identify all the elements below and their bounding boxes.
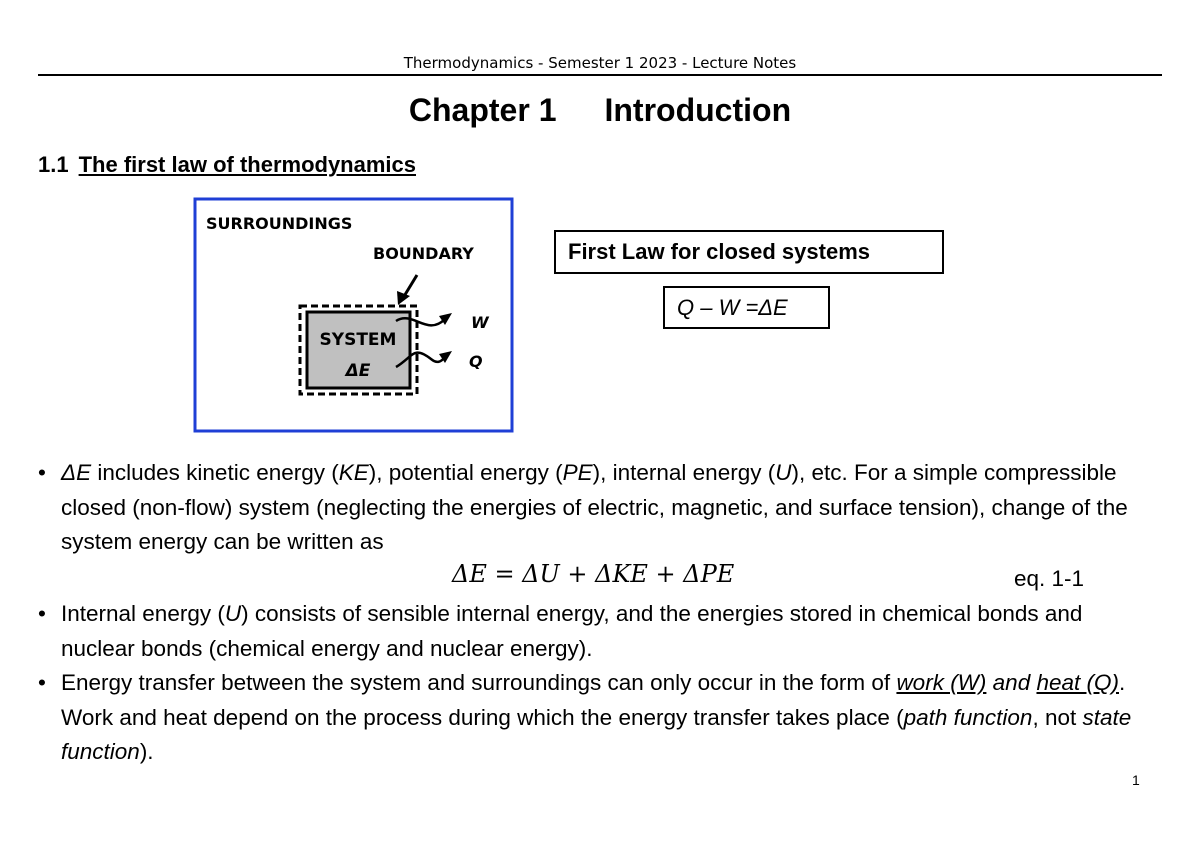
running-header: Thermodynamics - Semester 1 2023 - Lecture Notes bbox=[403, 54, 797, 72]
bullet-internal-energy bbox=[38, 597, 1148, 666]
heat-label: Q bbox=[469, 352, 483, 371]
text-run: and bbox=[986, 670, 1037, 695]
bullet-mark: • bbox=[38, 460, 46, 485]
equation-number: eq. 1-1 bbox=[1014, 566, 1085, 591]
pe-symbol: PE bbox=[562, 460, 593, 485]
text-run: , not bbox=[1032, 704, 1083, 730]
bullet-energy-transfer bbox=[38, 666, 1148, 770]
section-title: The first law of thermodynamics bbox=[78, 152, 416, 177]
bullet-text bbox=[61, 666, 1148, 770]
surroundings-label: SURROUNDINGS bbox=[206, 214, 353, 233]
bullet-text bbox=[61, 597, 1148, 666]
text-run: ). bbox=[139, 739, 154, 764]
work-term: work (W) bbox=[896, 670, 987, 695]
boundary-label: BOUNDARY bbox=[373, 244, 474, 263]
page-number: 1 bbox=[1132, 772, 1140, 788]
first-law-equation-box: Q – W =ΔE bbox=[663, 286, 830, 329]
boundary-arrowhead bbox=[397, 291, 410, 305]
text-run: includes kinetic energy ( bbox=[91, 460, 339, 485]
section-heading bbox=[38, 152, 416, 178]
section-number: 1.1 bbox=[38, 152, 69, 177]
text-run: Energy transfer between the system and surroundings can only occur in the form of bbox=[61, 670, 897, 695]
system-diagram bbox=[193, 197, 515, 435]
work-label: W bbox=[471, 313, 489, 332]
u-symbol: U bbox=[775, 460, 792, 485]
energy-equation: ΔE = ΔU + ΔKE + ΔPE bbox=[452, 560, 735, 588]
text-run: Internal energy ( bbox=[61, 601, 225, 626]
text-run: ) consists of sensible internal energy, and the energies stored in chemical bonds and nuclear bonds (chemical energy and nuclear energy). bbox=[61, 601, 1083, 661]
delta-e: ΔE bbox=[61, 460, 92, 485]
text-run: ), internal energy ( bbox=[592, 460, 776, 485]
text-run: . Work and heat depend on the process during which the energy transfer takes place ( bbox=[61, 670, 1126, 730]
state-function-term: state function bbox=[61, 704, 1132, 764]
heat-term: heat (Q) bbox=[1036, 670, 1119, 695]
chapter-heading bbox=[0, 92, 1200, 129]
first-law-title-box: First Law for closed systems bbox=[554, 230, 944, 274]
u-symbol: U bbox=[224, 601, 242, 626]
energy-label: ΔE bbox=[345, 361, 371, 381]
text-run: ), potential energy ( bbox=[368, 460, 563, 485]
bullet-text bbox=[61, 456, 1148, 560]
ke-symbol: KE bbox=[338, 460, 369, 485]
system-label: SYSTEM bbox=[319, 330, 397, 350]
bullet-energy-components bbox=[38, 456, 1148, 560]
text-run: ), etc. For a simple compressible closed (non-flow) system (neglecting the energies of electric, magnetic, and surface tension), change of the system energy can be written as bbox=[61, 460, 1128, 554]
chapter-title: Introduction bbox=[604, 92, 792, 128]
path-function-term: path function bbox=[903, 704, 1033, 730]
chapter-number: Chapter 1 bbox=[408, 92, 557, 128]
header-rule bbox=[38, 74, 1162, 76]
bullet-mark: • bbox=[38, 670, 46, 695]
bullet-mark: • bbox=[38, 601, 46, 626]
